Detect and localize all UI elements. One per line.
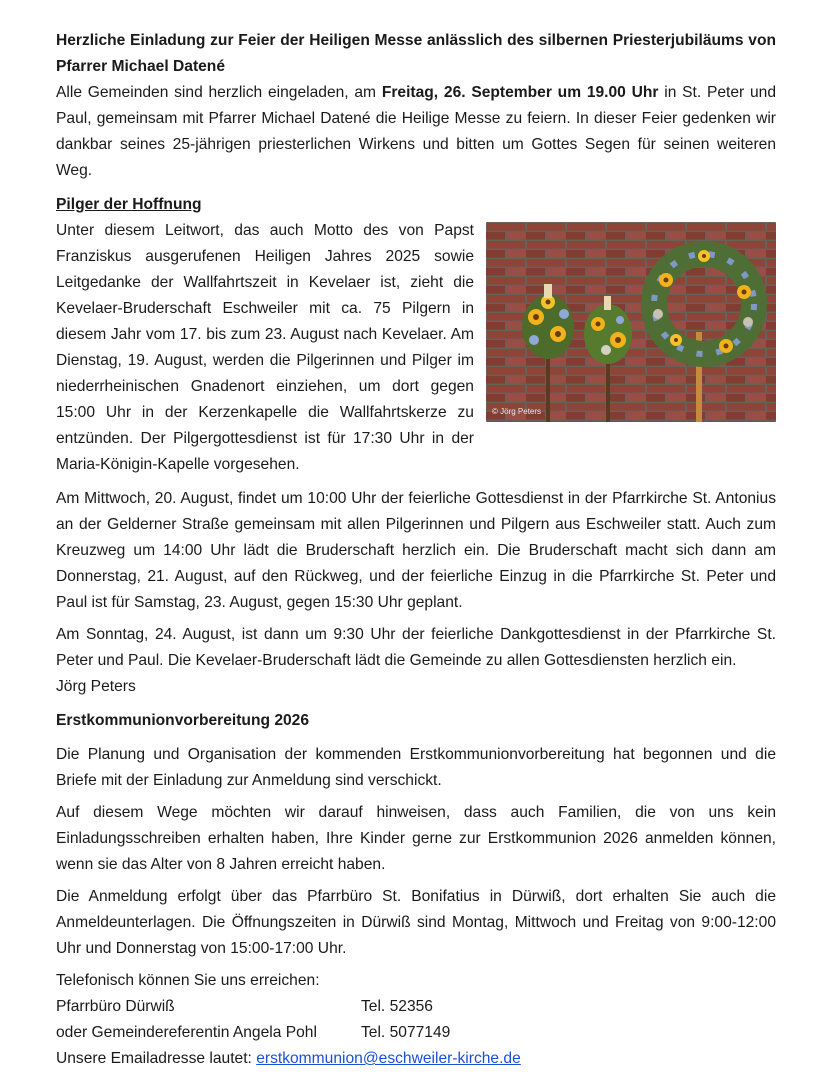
- pilgrimage-author: Jörg Peters: [56, 678, 136, 695]
- pilgrimage-paragraph-3: Am Sonntag, 24. August, ist dann um 9:30 Uhr der feierliche Dankgottesdienst in der Pfarrkirche St. Peter und Paul. Die Kevelaer-Bruderschaft lädt die Gemeinde zu allen Gottesdiensten herzlich ein.: [56, 626, 776, 669]
- invitation-text-after: in St. Peter und Paul, gemeinsam mit Pfarrer Michael Datené die Heilige Messe zu feiern. In dieser Feier gedenken wir dankbar seines 25-jährigen priesterlichen Wirkens und bitten um Gottes Segen für seinen weiteren Weg.: [56, 84, 776, 179]
- pilgrimage-paragraph-2: Am Mittwoch, 20. August, findet um 10:00 Uhr der feierliche Gottesdienst in der Pfarrkirche St. Antonius an der Gelderner Straße gemeinsam mit allen Pilgerinnen und Pilgern aus Eschweiler statt. Auch zum Kreuzweg um 14:00 Uhr lädt die Bruderschaft herzlich ein. Die Bruderschaft macht sich dann am Donnerstag, 21. August, auf den Rückweg, und der feierliche Einzug in die Pfarrkirche St. Peter und Paul ist für Samstag, 23. August, gegen 15:30 Uhr geplant.: [56, 490, 776, 611]
- communion-paragraph-2: Auf diesem Wege möchten wir darauf hinweisen, dass auch Familien, die von uns kein Einladungsschreiben erhalten haben, Ihre Kinder gerne zur Erstkommunion 2026 anmelden können, wenn sie das Alter von 8 Jahren erreicht haben.: [56, 804, 776, 873]
- contact-tel: Tel. 52356: [361, 998, 433, 1015]
- communion-paragraph-1: Die Planung und Organisation der kommenden Erstkommunionvorbereitung hat begonnen und die Briefe mit der Einladung zur Anmeldung sind verschickt.: [56, 746, 776, 789]
- contact-intro: Telefonisch können Sie uns erreichen:: [56, 972, 320, 989]
- contact-tel: Tel. 5077149: [361, 1024, 451, 1041]
- communion-paragraph-3: Die Anmeldung erfolgt über das Pfarrbüro St. Bonifatius in Dürwiß, dort erhalten Sie auch die Anmeldeunterlagen. Die Öffnungszeiten in Dürwiß sind Montag, Mittwoch und Freitag von 9:00-12:00 Uhr und Donnerstag von 15:00-17:00 Uhr.: [56, 888, 776, 957]
- invitation-title: Herzliche Einladung zur Feier der Heiligen Messe anlässlich des silbernen Priesterjubiläums von Pfarrer Michael Datené: [56, 32, 776, 75]
- email-line: [56, 1046, 776, 1072]
- photo-credit: © Jörg Peters: [492, 407, 542, 416]
- contact-row: [56, 994, 776, 1020]
- pilgrimage-heading: [56, 192, 776, 218]
- email-link[interactable]: erstkommunion@eschweiler-kirche.de: [256, 1050, 521, 1067]
- contact-label: Pfarrbüro Dürwiß: [56, 998, 175, 1015]
- invitation-text-before: Alle Gemeinden sind herzlich eingeladen, am: [56, 84, 382, 101]
- communion-heading: Erstkommunionvorbereitung 2026: [56, 712, 310, 729]
- contact-row: [56, 1020, 776, 1046]
- pilgrimage-paragraph-1: Unter diesem Leitwort, das auch Motto des von Papst Franziskus ausgerufenen Heiligen Jahres 2025 sowie Leitgedanke der Wallfahrtszeit in Kevelaer ist, zieht die Kevelaer-Bruderschaft Eschweiler mit ca. 75 Pilgern in diesem Jahr vom 17. bis zum 23. August nach Kevelaer. Am Dienstag, 19. August, werden die Pilgerinnen und Pilger im niederrheinischen Gnadenort einziehen, um dort gegen 15:00 Uhr in der Kerzenkapelle die Wallfahrtskerze zu entzünden. Der Pilgergottesdienst ist für 17:30 Uhr in der Maria-Königin-Kapelle vorgesehen.: [56, 222, 474, 473]
- contact-label: oder Gemeindereferentin Angela Pohl: [56, 1024, 317, 1041]
- wreath-photo-image: [486, 222, 776, 422]
- invitation-paragraph: [56, 80, 776, 184]
- email-intro: Unsere Emailadresse lautet:: [56, 1050, 257, 1067]
- invitation-date: Freitag, 26. September um 19.00 Uhr: [381, 84, 659, 101]
- wreath-photo: [486, 222, 776, 422]
- pilgrimage-heading-text: Pilger der Hoffnung: [56, 196, 202, 213]
